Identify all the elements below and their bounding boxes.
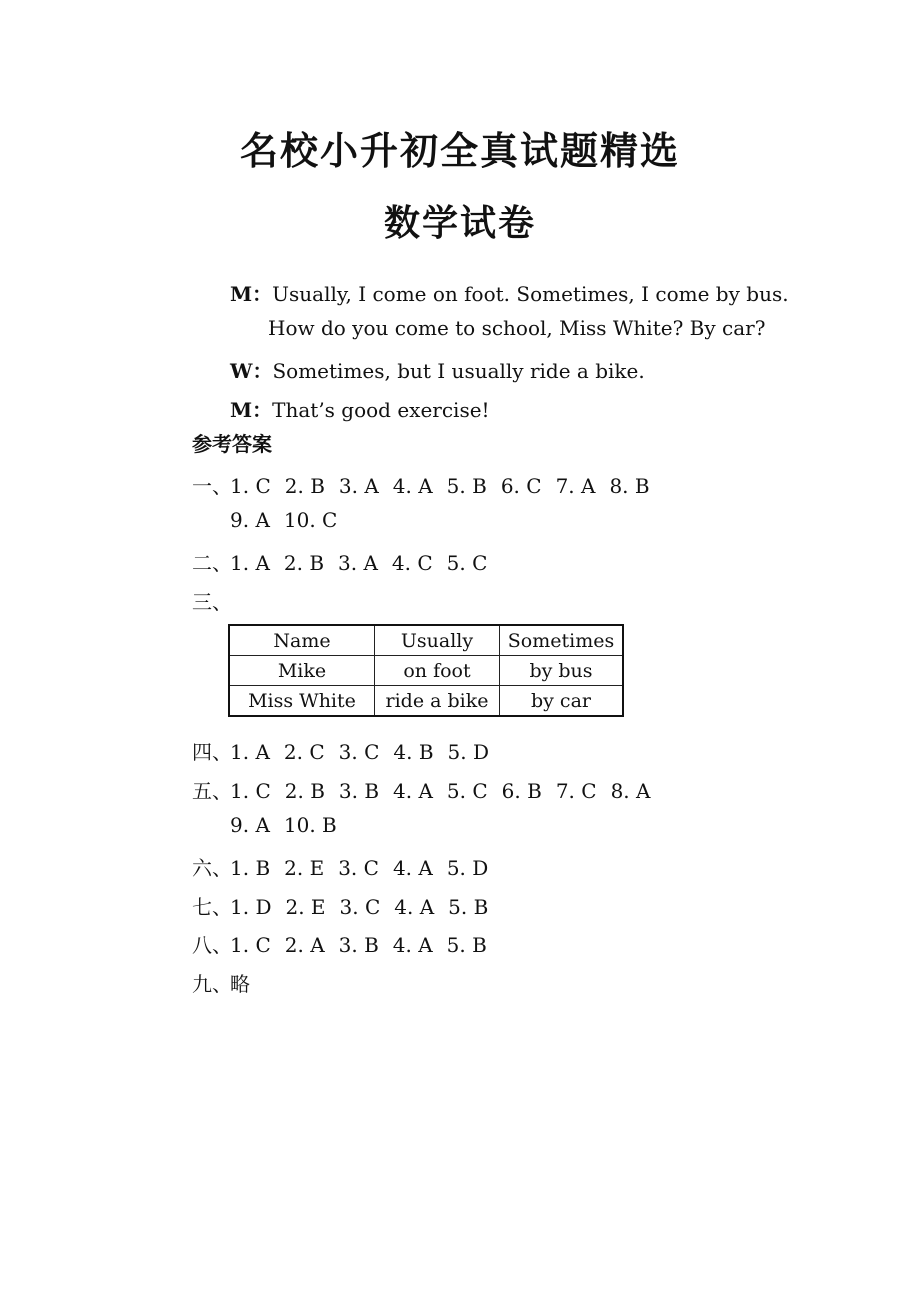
- answer-item: 5. D: [447, 740, 490, 764]
- answer-item: 3. C: [338, 856, 379, 880]
- answer-item: 1. B: [230, 856, 271, 880]
- section-label: 九、: [192, 972, 232, 996]
- answer-row-5: [192, 775, 664, 804]
- answer-item: 3. A: [338, 474, 379, 498]
- answer-item: 8. B: [609, 474, 650, 498]
- answer-item: 2. C: [283, 740, 325, 764]
- answer-item: 5. B: [446, 933, 487, 957]
- answer-row-8: [192, 929, 501, 958]
- schedule-table: [228, 624, 624, 717]
- section-label: 八、: [192, 933, 232, 957]
- answer-item: 5. B: [448, 895, 489, 919]
- answer-item: 6. B: [501, 779, 542, 803]
- speaker-label: M：: [230, 282, 273, 306]
- answer-item: 8. A: [610, 779, 651, 803]
- table-header-row: [229, 625, 623, 656]
- answer-item: 7. C: [555, 779, 597, 803]
- dialogue-line: [230, 278, 789, 307]
- answer-item: 4. A: [392, 474, 433, 498]
- answers-heading: 参考答案: [192, 432, 272, 456]
- answer-item: 9. A: [230, 508, 270, 532]
- dialogue-text: How do you come to school, Miss White? By car?: [268, 316, 766, 340]
- table-row: [229, 656, 623, 686]
- document-title: 名校小升初全真试题精选: [239, 128, 680, 173]
- answer-item: 2. E: [285, 895, 326, 919]
- answer-item: 1. A: [230, 551, 270, 575]
- table-cell: by car: [500, 686, 624, 717]
- section-label: 六、: [192, 856, 232, 880]
- document-subtitle: 数学试卷: [383, 202, 536, 244]
- answer-item: 2. B: [284, 474, 325, 498]
- answer-item: 2. B: [284, 779, 325, 803]
- section-label: 二、: [192, 551, 232, 575]
- answer-item: 2. B: [283, 551, 325, 575]
- dialogue-line: [230, 355, 645, 384]
- answer-item: 2. A: [284, 933, 325, 957]
- answer-text: 略: [230, 972, 250, 996]
- answer-item: 1. C: [230, 933, 271, 957]
- answer-row-5-cont: [230, 813, 351, 837]
- table-cell: on foot: [375, 656, 500, 686]
- section-label: 三、: [192, 590, 232, 614]
- answer-row-3: [192, 586, 230, 615]
- answer-item: 3. A: [338, 551, 378, 575]
- answer-item: 5. B: [446, 474, 487, 498]
- dialogue-text: Sometimes, but I usually ride a bike.: [272, 359, 645, 383]
- table-header-cell: Usually: [375, 625, 500, 656]
- table-cell: Miss White: [229, 686, 375, 717]
- section-label: 一、: [192, 474, 232, 498]
- section-label: 四、: [192, 740, 232, 764]
- answer-item: 1. D: [230, 895, 272, 919]
- answer-item: 5. C: [446, 779, 488, 803]
- answer-row-7: [192, 891, 502, 920]
- answer-row-9: [192, 968, 250, 997]
- answer-item: 5. C: [446, 551, 488, 575]
- dialogue-line: [268, 316, 765, 340]
- answer-item: 10. B: [283, 813, 337, 837]
- answer-item: 3. C: [339, 895, 381, 919]
- answer-item: 3. C: [338, 740, 380, 764]
- table-header-cell: Sometimes: [500, 625, 624, 656]
- table-row: [229, 686, 623, 717]
- answer-row-1: [192, 470, 664, 499]
- section-label: 五、: [192, 779, 232, 803]
- dialogue-line: [230, 394, 490, 423]
- answer-item: 4. A: [392, 933, 433, 957]
- table-header-cell: Name: [229, 625, 375, 656]
- answer-item: 5. D: [446, 856, 489, 880]
- answer-item: 4. A: [394, 895, 435, 919]
- answer-item: 1. A: [230, 740, 270, 764]
- answer-item: 3. B: [338, 779, 380, 803]
- section-label: 七、: [192, 895, 232, 919]
- answer-item: 6. C: [500, 474, 542, 498]
- answer-row-1-cont: [230, 508, 351, 532]
- answer-item: 4. C: [391, 551, 433, 575]
- answer-item: 1. C: [230, 779, 271, 803]
- dialogue-text: Usually, I come on foot. Sometimes, I come by bus.: [272, 282, 789, 306]
- answer-item: 10. C: [283, 508, 338, 532]
- answer-item: 2. E: [284, 856, 325, 880]
- answer-item: 4. B: [393, 740, 434, 764]
- speaker-label: M：: [230, 398, 273, 422]
- answer-row-4: [192, 736, 503, 765]
- answer-item: 9. A: [230, 813, 270, 837]
- dialogue-text: That’s good exercise!: [272, 398, 490, 422]
- answer-item: 7. A: [555, 474, 596, 498]
- table-cell: Mike: [229, 656, 375, 686]
- table-cell: ride a bike: [375, 686, 500, 717]
- answer-item: 4. A: [393, 779, 433, 803]
- answer-item: 1. C: [230, 474, 271, 498]
- table-cell: by bus: [500, 656, 624, 686]
- answer-item: 3. B: [338, 933, 379, 957]
- answer-item: 4. A: [392, 856, 433, 880]
- answer-row-2: [192, 547, 501, 576]
- speaker-label: W：: [230, 359, 273, 383]
- answer-row-6: [192, 852, 502, 881]
